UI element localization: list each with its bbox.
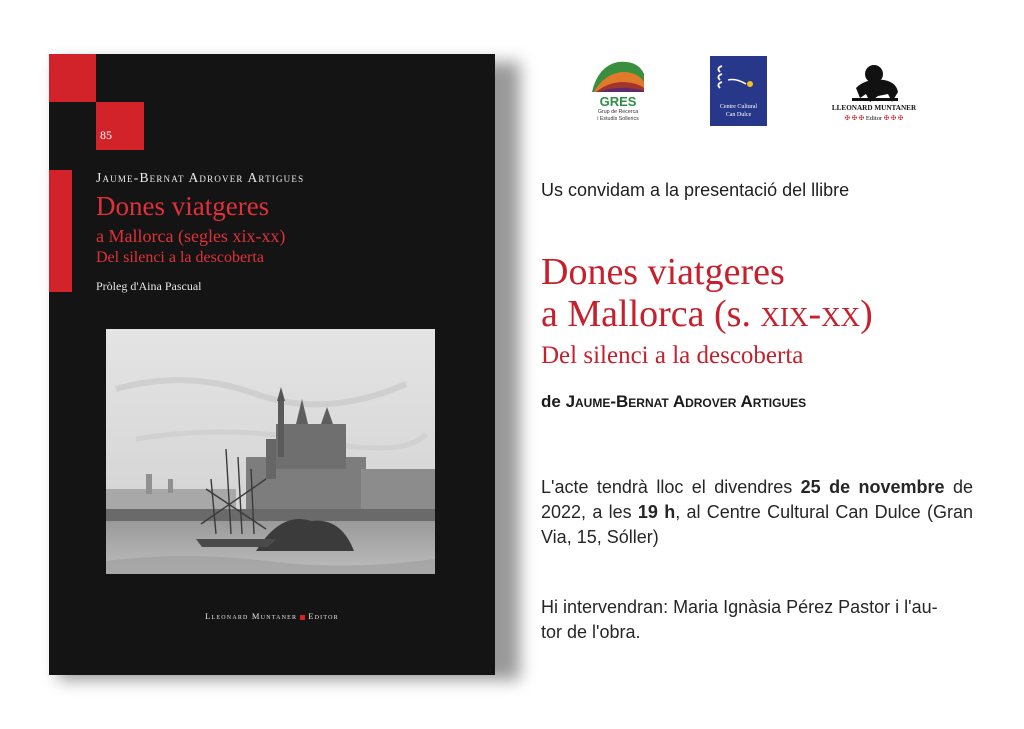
cover-publisher-editor: Editor (308, 611, 339, 621)
gres-description (588, 109, 648, 122)
details-text-3: , al Centre Cultural Can Dulce (Gran Via, 15, Sóller) (541, 502, 973, 547)
lm-name: LLEONARD MUNTANER (831, 104, 917, 112)
speakers-text (541, 595, 973, 645)
cover-engraving (106, 329, 435, 574)
cover-author: Jaume-Bernat Adrover Artigues (96, 170, 305, 185)
details-text-2: de 2022, a les (541, 477, 974, 522)
invitation-text: Us convidam a la presentació del llibre (541, 180, 850, 200)
candulce-line1: Centre Cultural (719, 104, 758, 110)
gres-name: GRES (599, 94, 637, 109)
collection-number-badge (96, 102, 144, 150)
cover-subtitle-2: Del silenci a la descoberta (96, 249, 264, 266)
lm-editor: Editor (865, 115, 883, 122)
cover-publisher (49, 611, 495, 621)
book-title-line2 (541, 293, 873, 335)
book-title (541, 251, 873, 335)
title-line2-prefix: a Mallorca (s. (541, 293, 761, 335)
event-date: 25 de novembre (800, 477, 945, 497)
red-square-icon (300, 615, 305, 620)
candulce-mark-icon (710, 56, 767, 102)
event-time: 19 h (637, 502, 676, 522)
author-byline (541, 392, 806, 412)
candulce-line2: Can Dulce (725, 111, 752, 118)
title-line2-suffix: ) (860, 293, 873, 335)
title-line2-centuries: xix-xx (760, 293, 861, 335)
candulce-name (712, 104, 765, 119)
lion-icon (826, 62, 922, 104)
lm-sub: ✠ ✠ ✠ Editor ✠ ✠ ✠ (844, 115, 904, 122)
gres-desc-line2: i Estudis Sollerics (597, 115, 639, 122)
gres-mountain-icon (588, 56, 648, 96)
lleonard-muntaner-logo (826, 62, 922, 126)
book-subtitle: Del silenci a la descoberta (541, 342, 804, 369)
speakers-line2: tor de l'obra. (541, 622, 641, 642)
event-details (541, 475, 973, 550)
details-text-1: L'acte tendrà lloc el divendres (541, 477, 801, 497)
byline-author: Jaume-Bernat Adrover Artigues (565, 392, 807, 411)
cover-red-stripe (49, 170, 72, 292)
cover-subtitle-1: a Mallorca (segles xix-xx) (96, 226, 286, 246)
collection-number: 85 (100, 128, 112, 142)
cover-publisher-name: Lleonard Muntaner (205, 611, 298, 621)
book-cover (49, 54, 495, 675)
book-title-line1: Dones viatgeres (541, 251, 785, 293)
cover-prologue: Pròleg d'Aina Pascual (96, 279, 202, 293)
cover-red-block (49, 54, 96, 102)
candulce-logo (710, 56, 767, 126)
byline-prefix: de (541, 392, 566, 411)
gres-logo (588, 56, 648, 128)
speakers-line1: Hi intervendran: Maria Ignàsia Pérez Pastor i l'au- (541, 597, 938, 617)
gres-desc-line1: Grup de Recerca (597, 109, 639, 115)
cover-title: Dones viatgeres (96, 191, 270, 221)
